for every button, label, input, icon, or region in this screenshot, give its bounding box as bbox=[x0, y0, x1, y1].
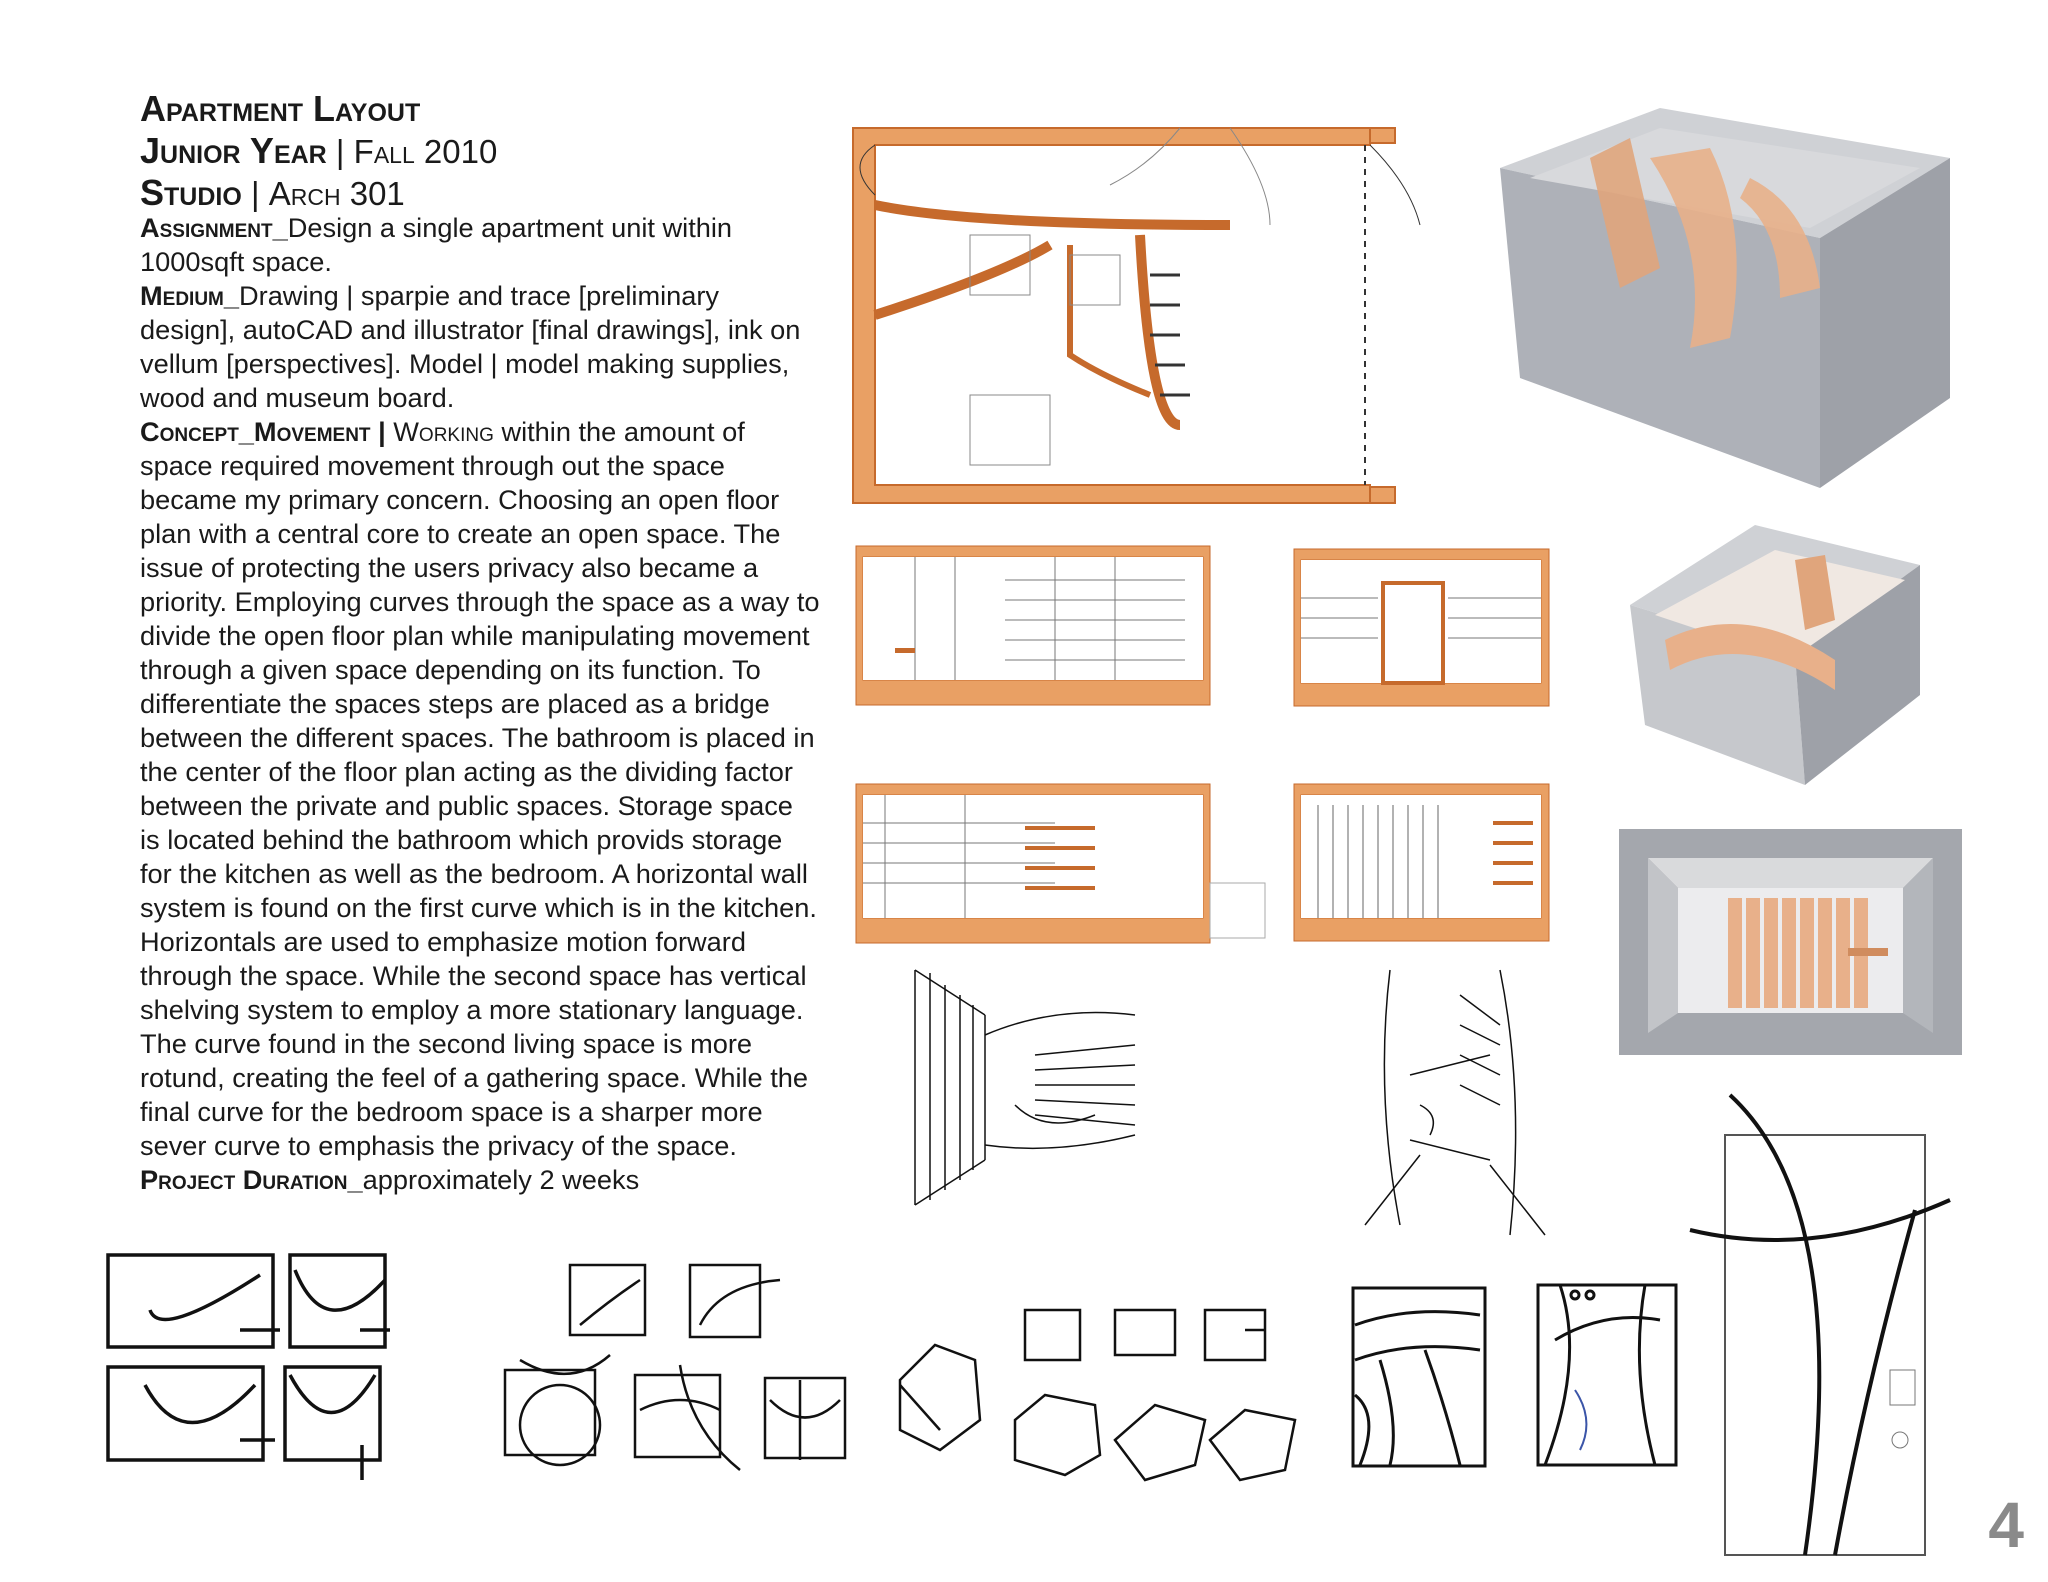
perspective-sketch-1 bbox=[905, 965, 1145, 1210]
project-header bbox=[140, 88, 840, 214]
assignment-paragraph: Assignment_Design a single apartment unit within 1000sqft space. bbox=[140, 212, 733, 277]
project-year: Junior Year | Fall 2010 bbox=[140, 130, 498, 171]
plan-sketch-1 bbox=[1350, 1285, 1490, 1470]
project-studio: Studio | Arch 301 bbox=[140, 172, 405, 213]
junction-sketches bbox=[500, 1260, 850, 1490]
axon-plan-drawing bbox=[1685, 1090, 1955, 1560]
duration-paragraph: Project Duration_approximately 2 weeks bbox=[140, 1164, 640, 1195]
section-drawing-3 bbox=[855, 783, 1275, 948]
model-photo-perspective bbox=[1625, 520, 1925, 790]
curve-sketches bbox=[100, 1250, 390, 1490]
floor-plan-drawing bbox=[850, 125, 1450, 505]
perspective-sketch-2 bbox=[1360, 965, 1550, 1240]
project-description bbox=[140, 211, 820, 1197]
concept-paragraph: Concept_Movement | Working within the amount of space required movement through out the space became my primary concern. Choosing an open floor plan with a central core to create an open space. The issue of protecting the users privacy also became a priority. Employing curves through the space as a way to divide the open floor plan while manipulating movement through a given space depending on its function. To differentiate the spaces steps are placed as a bridge between the different spaces. The bathroom is placed in the center of the floor plan acting as the dividing factor between the private and public spaces. Storage space is located behind the bathroom which provids storage for the kitchen as well as the bedroom. A horizontal wall system is found on the first curve which is in the kitchen. Horizontals are used to emphasize motion forward through the space. While the second space has vertical shelving system to employ a more stationary language. The curve found in the second living space is more rotund, creating the feel of a gathering space. While the final curve for the bedroom space is a sharper more sever curve to emphasis the privacy of the space. bbox=[140, 416, 820, 1161]
project-title: Apartment Layout bbox=[140, 88, 421, 129]
model-photo-front-view bbox=[1618, 828, 1963, 1056]
section-drawing-4 bbox=[1293, 783, 1553, 945]
page-number: 4 bbox=[1988, 1489, 2024, 1561]
medium-paragraph: Medium_Drawing | sparpie and trace [preliminary design], autoCAD and illustrator [final drawings], ink on vellum [perspectives]. Model | model making supplies, wood and museum board. bbox=[140, 280, 801, 413]
section-drawing-1 bbox=[855, 545, 1215, 710]
section-drawing-2 bbox=[1293, 548, 1553, 710]
model-photo-top-view bbox=[1490, 98, 1960, 498]
box-sketches bbox=[895, 1300, 1315, 1490]
plan-sketch-2 bbox=[1535, 1280, 1680, 1470]
